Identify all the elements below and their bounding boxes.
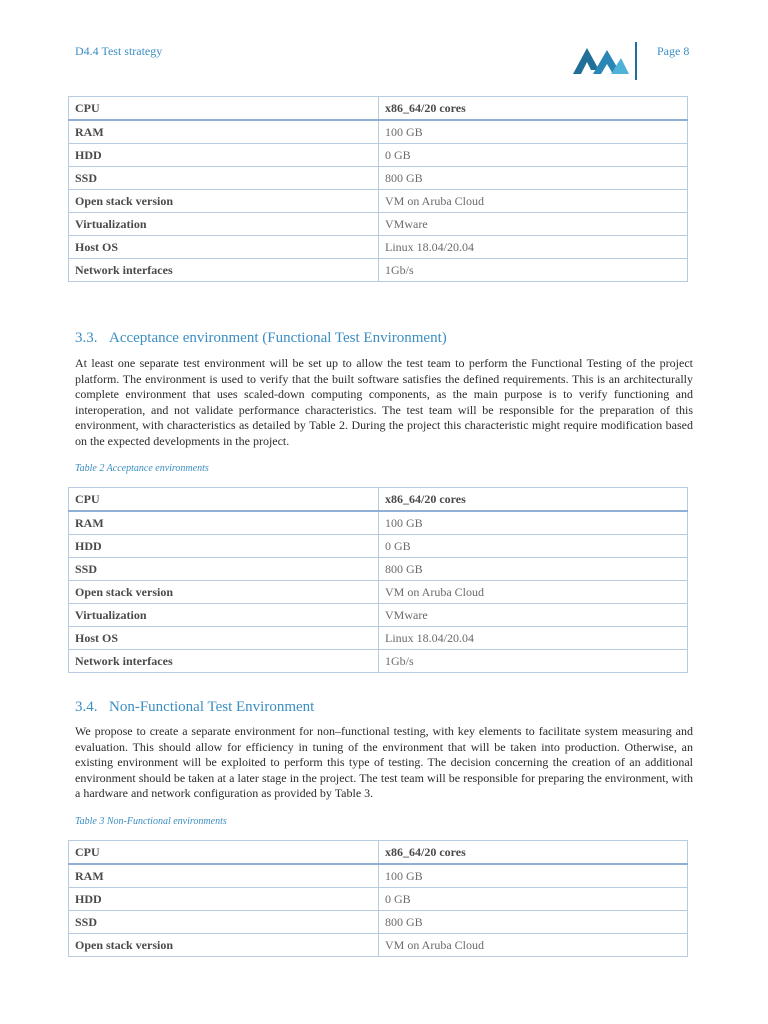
spec-value-cell: 100 GB: [379, 864, 688, 888]
spec-value-cell: VMware: [379, 604, 688, 627]
environment-table-3: [68, 840, 688, 957]
table-row: [69, 236, 688, 259]
spec-key-cell: CPU: [69, 841, 379, 865]
spec-key-cell: HDD: [69, 144, 379, 167]
section-title: Acceptance environment (Functional Test Environment): [109, 330, 447, 346]
spec-value-cell: VM on Aruba Cloud: [379, 934, 688, 957]
spec-key-cell: Host OS: [69, 627, 379, 650]
spec-key-cell: HDD: [69, 888, 379, 911]
spec-key-cell: CPU: [69, 97, 379, 121]
table-row: [69, 120, 688, 144]
spec-key-cell: RAM: [69, 864, 379, 888]
spec-key-cell: Virtualization: [69, 604, 379, 627]
section-title: Non-Functional Test Environment: [109, 699, 315, 715]
spec-key-cell: Network interfaces: [69, 259, 379, 282]
spec-key-cell: Network interfaces: [69, 650, 379, 673]
spec-key-cell: Virtualization: [69, 213, 379, 236]
spec-value-cell: 800 GB: [379, 167, 688, 190]
table-row: [69, 558, 688, 581]
table-row: [69, 213, 688, 236]
spec-value-cell: Linux 18.04/20.04: [379, 236, 688, 259]
table-row: [69, 841, 688, 865]
spec-key-cell: Open stack version: [69, 581, 379, 604]
spec-key-cell: HDD: [69, 535, 379, 558]
spec-value-cell: 100 GB: [379, 120, 688, 144]
spec-value-cell: 800 GB: [379, 911, 688, 934]
spec-key-cell: CPU: [69, 488, 379, 512]
spec-value-cell: x86_64/20 cores: [379, 488, 688, 512]
spec-value-cell: 0 GB: [379, 535, 688, 558]
section-number: 3.3.: [75, 330, 98, 346]
table-row: [69, 488, 688, 512]
section-heading-3-3: [75, 330, 447, 347]
spec-value-cell: 0 GB: [379, 888, 688, 911]
table-row: [69, 97, 688, 121]
table-2-caption: Table 2 Acceptance environments: [75, 463, 209, 474]
spec-key-cell: SSD: [69, 558, 379, 581]
spec-value-cell: 0 GB: [379, 144, 688, 167]
table-row: [69, 190, 688, 213]
table-row: [69, 581, 688, 604]
spec-value-cell: VMware: [379, 213, 688, 236]
spec-value-cell: 1Gb/s: [379, 650, 688, 673]
spec-value-cell: 100 GB: [379, 511, 688, 535]
spec-key-cell: SSD: [69, 167, 379, 190]
table-row: [69, 650, 688, 673]
table-row: [69, 511, 688, 535]
page-number: Page 8: [657, 44, 690, 58]
table-row: [69, 167, 688, 190]
table-row: [69, 934, 688, 957]
table-row: [69, 535, 688, 558]
section-3-3-paragraph: At least one separate test environment will be set up to allow the test team to perform the Functional Testing of the project platform. The environment is used to verify that the built software satisfies the defined requirements. This is an architecturally complete environment that uses scaled-down computing components, as the main purpose is to verify functioning and interoperation, and not validate performance characteristics. The test team will be responsible for the preparation of this environment, with characteristics as detailed by Table 2. During the project this characteristic might require modification based on the expected developments in the project.: [75, 356, 693, 448]
spec-key-cell: RAM: [69, 120, 379, 144]
section-heading-3-4: [75, 699, 314, 716]
spec-value-cell: Linux 18.04/20.04: [379, 627, 688, 650]
spec-value-cell: 1Gb/s: [379, 259, 688, 282]
spec-value-cell: x86_64/20 cores: [379, 97, 688, 121]
table-row: [69, 864, 688, 888]
environment-table-2: [68, 487, 688, 673]
table-row: [69, 259, 688, 282]
table-row: [69, 627, 688, 650]
table-row: [69, 911, 688, 934]
spec-value-cell: VM on Aruba Cloud: [379, 190, 688, 213]
environment-table-1: [68, 96, 688, 282]
spec-key-cell: RAM: [69, 511, 379, 535]
spec-value-cell: VM on Aruba Cloud: [379, 581, 688, 604]
table-row: [69, 888, 688, 911]
spec-key-cell: Open stack version: [69, 190, 379, 213]
table-row: [69, 144, 688, 167]
project-logo-icon: [571, 40, 641, 82]
spec-key-cell: Host OS: [69, 236, 379, 259]
spec-key-cell: SSD: [69, 911, 379, 934]
spec-value-cell: x86_64/20 cores: [379, 841, 688, 865]
section-3-4-paragraph: We propose to create a separate environment for non–functional testing, with key elements to facilitate system measuring and evaluation. This should allow for efficiency in tuning of the environment that will be taken into production. Otherwise, an existing environment will be exploited to perform this type of testing. The decision concerning the creation of an additional environment should be taken at a later stage in the project. The test team will be responsible for preparing the environment, with a hardware and network configuration as provided by Table 3.: [75, 724, 693, 800]
spec-value-cell: 800 GB: [379, 558, 688, 581]
table-3-caption: Table 3 Non-Functional environments: [75, 816, 227, 827]
document-title: D4.4 Test strategy: [75, 44, 163, 58]
spec-key-cell: Open stack version: [69, 934, 379, 957]
section-number: 3.4.: [75, 699, 98, 715]
table-row: [69, 604, 688, 627]
